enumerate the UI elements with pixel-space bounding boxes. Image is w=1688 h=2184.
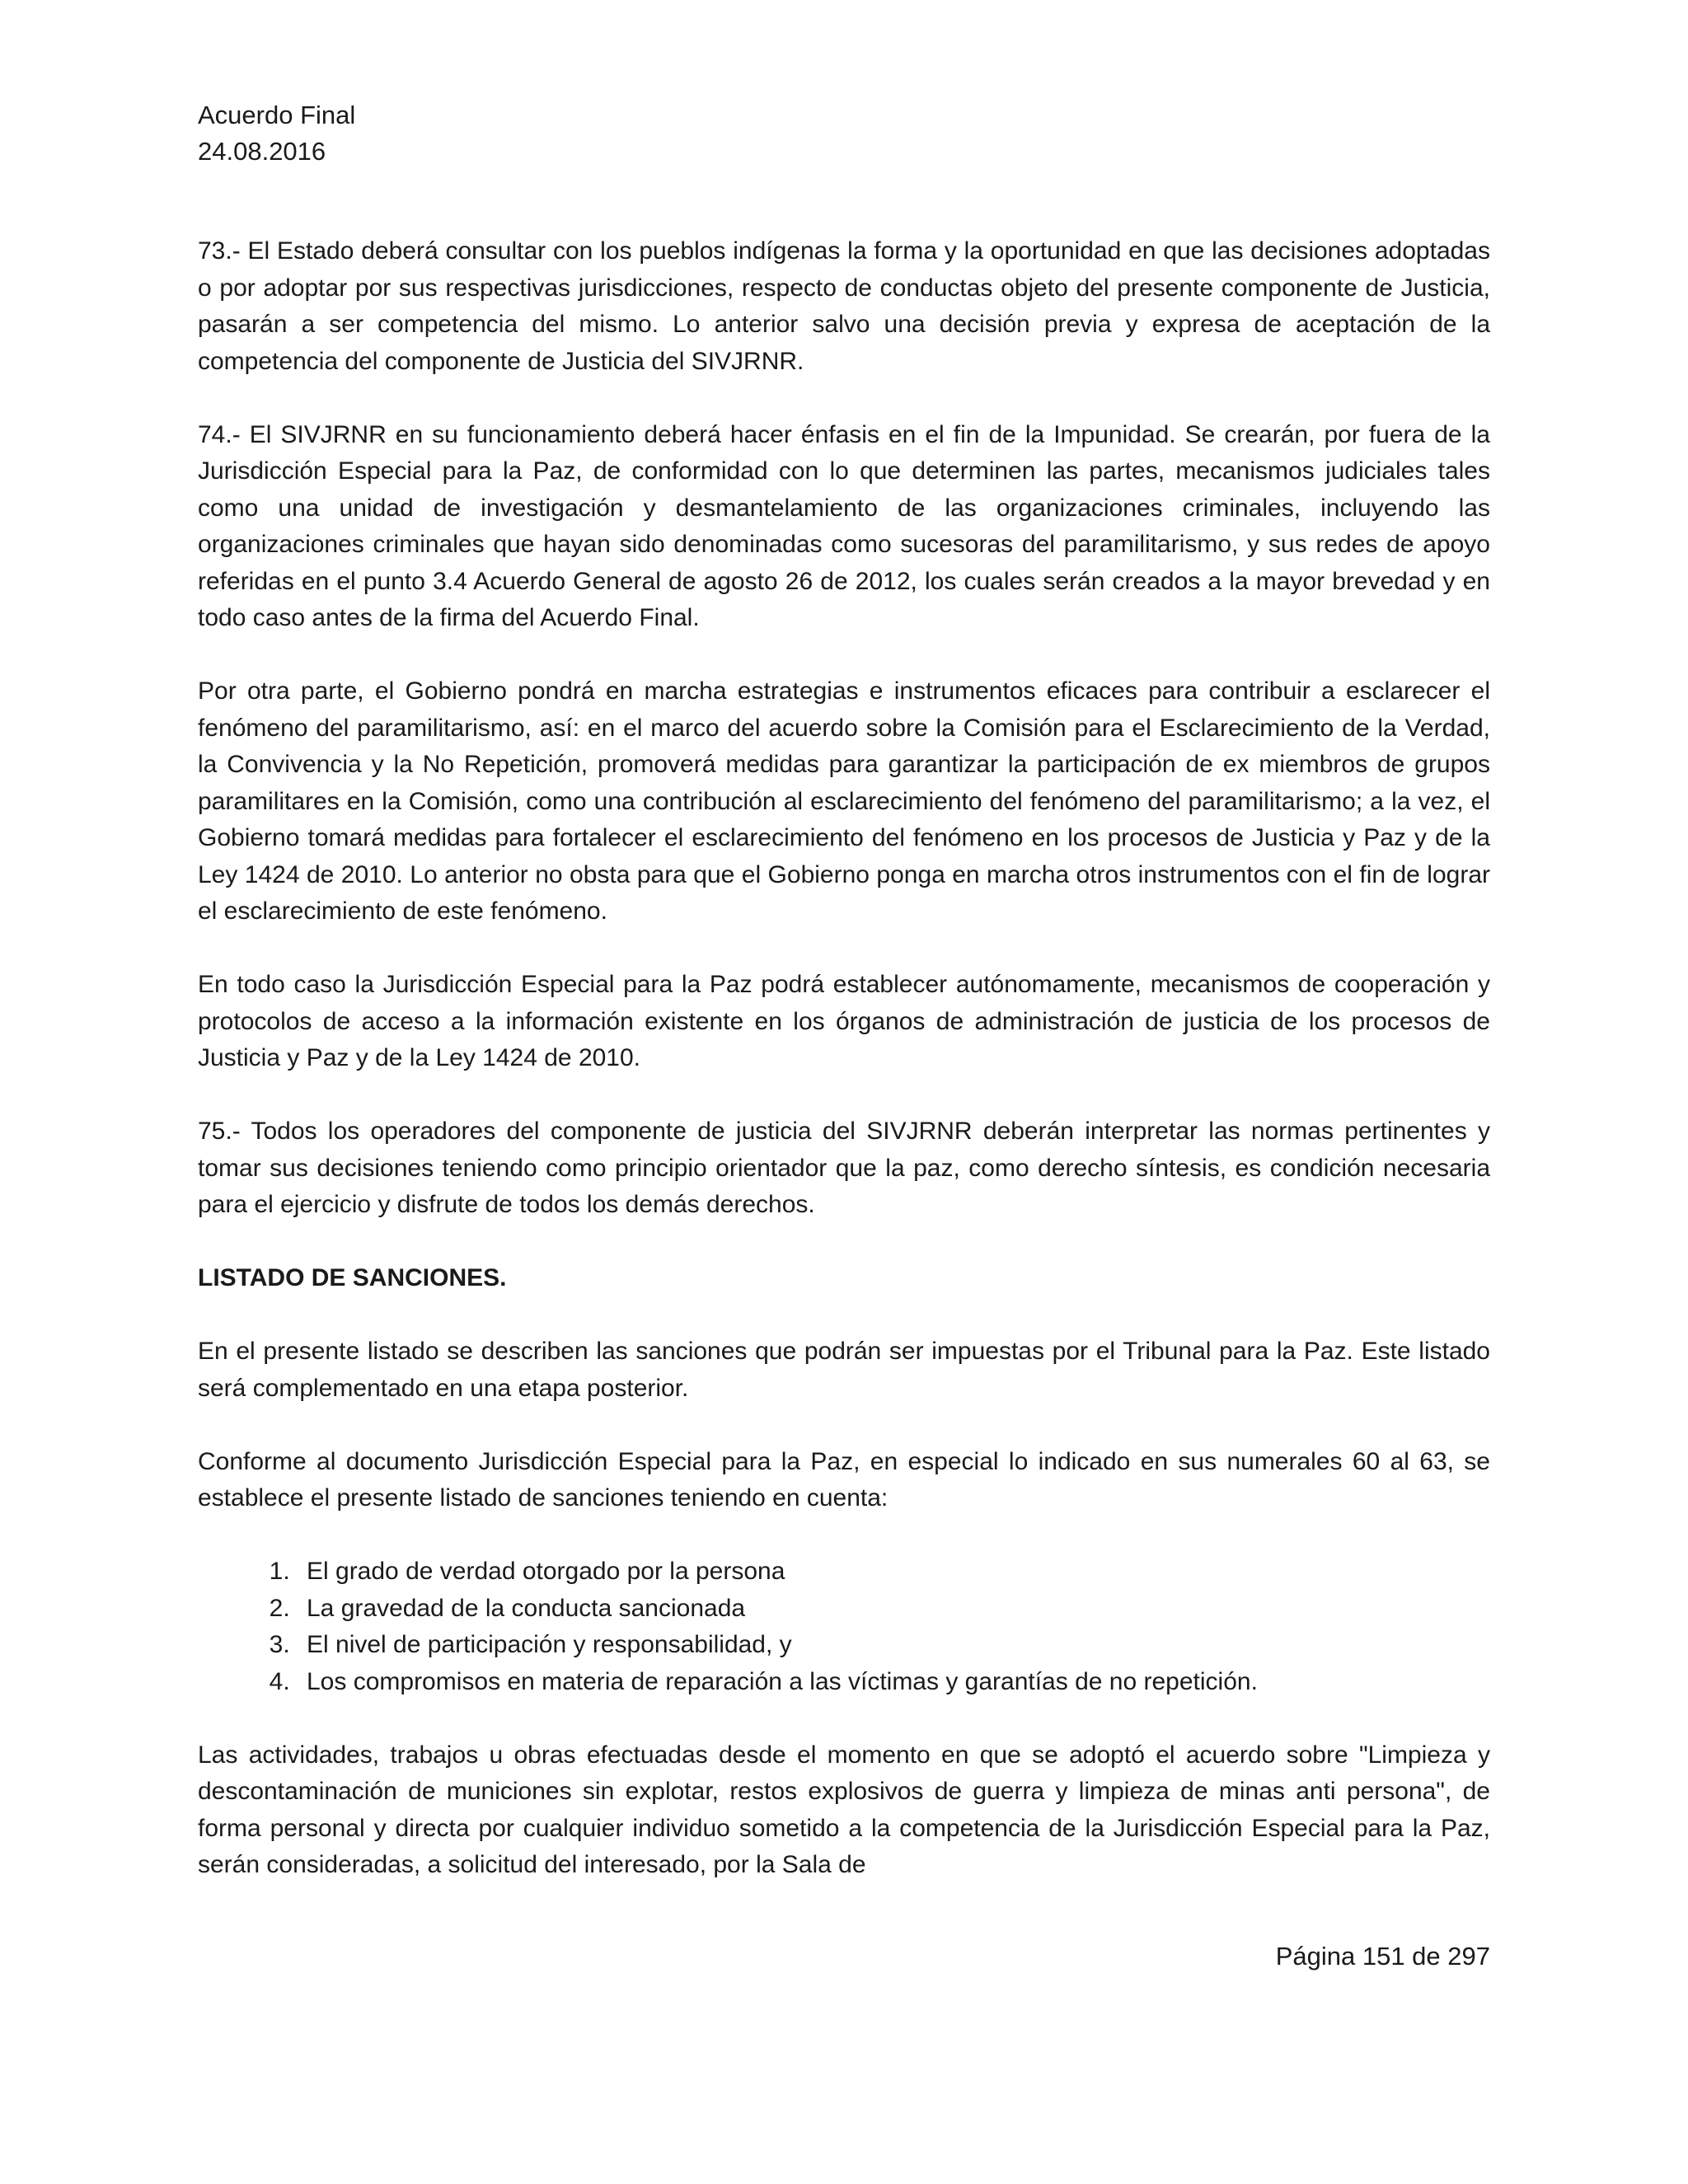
paragraph-listado: En el presente listado se describen las sanciones que podrán ser impuestas por el Tribunal para la Paz. Este listado será complementado en una etapa posterior. [198, 1338, 1490, 1402]
list-item: 1. El grado de verdad otorgado por la persona [297, 1554, 1490, 1591]
list-item: 4. Los compromisos en materia de reparación a las víctimas y garantías de no repetición. [297, 1664, 1490, 1701]
paragraph-75: 75.- Todos los operadores del componente de justicia del SIVJRNR deberán interpretar las normas pertinentes y tomar sus decisiones teniendo como principio orientador que la paz, como derecho síntesis, es condición necesaria para el ejercicio y disfrute de todos los demás derechos. [198, 1118, 1490, 1218]
document-title: Acuerdo Final [198, 101, 356, 129]
document-date: 24.08.2016 [198, 137, 326, 166]
page-number: Página 151 de 297 [1275, 1942, 1490, 1971]
document-body [198, 233, 1490, 1920]
section-heading-sanciones: LISTADO DE SANCIONES. [198, 1264, 507, 1291]
list-item: 2. La gravedad de la conducta sancionada [297, 1591, 1490, 1628]
criteria-list [198, 1554, 1490, 1700]
page-header [198, 97, 355, 170]
paragraph-74: 74.- El SIVJRNR en su funcionamiento deberá hacer énfasis en el fin de la Impunidad. Se crearán, por fuera de la Jurisdicción Especial para la Paz, de conformidad con lo que determinen las partes, mecanismos judiciales tales como una unidad de investigación y desmantelamiento de las organizaciones criminales, incluyendo las organizaciones criminales que hayan sido denominadas como sucesoras del paramilitarismo, y sus redes de apoyo referidas en el punto 3.4 Acuerdo General de agosto 26 de 2012, los cuales serán creados a la mayor brevedad y en todo caso antes de la firma del Acuerdo Final. [198, 420, 1490, 631]
paragraph-conforme: Conforme al documento Jurisdicción Especial para la Paz, en especial lo indicado en sus numerales 60 al 63, se establece el presente listado de sanciones teniendo en cuenta: [198, 1447, 1490, 1511]
paragraph-jep: En todo caso la Jurisdicción Especial para la Paz podrá establecer autónomamente, mecanismos de cooperación y protocolos de acceso a la información existente en los órganos de administración de justicia de los procesos de Justicia y Paz y de la Ley 1424 de 2010. [198, 971, 1490, 1071]
paragraph-actividades: Las actividades, trabajos u obras efectuadas desde el momento en que se adoptó el acuerdo sobre "Limpieza y descontaminación de municiones sin explotar, restos explosivos de guerra y limpieza de minas anti persona", de forma personal y directa por cualquier individuo sometido a la competencia de la Jurisdicción Especial para la Paz, serán consideradas, a solicitud del interesado, por la Sala de [198, 1741, 1490, 1878]
paragraph-gobierno: Por otra parte, el Gobierno pondrá en marcha estrategias e instrumentos eficaces para contribuir a esclarecer el fenómeno del paramilitarismo, así: en el marco del acuerdo sobre la Comisión para el Esclarecimiento de la Verdad, la Convivencia y la No Repetición, promoverá medidas para garantizar la participación de ex miembros de grupos paramilitares en la Comisión, como una contribución al esclarecimiento del fenómeno del paramilitarismo; a la vez, el Gobierno tomará medidas para fortalecer el esclarecimiento del fenómeno en los procesos de Justicia y Paz y de la Ley 1424 de 2010. Lo anterior no obsta para que el Gobierno ponga en marcha otros instrumentos con el fin de lograr el esclarecimiento de este fenómeno. [198, 677, 1490, 925]
list-item: 3. El nivel de participación y responsabilidad, y [297, 1627, 1490, 1664]
paragraph-73: 73.- El Estado deberá consultar con los pueblos indígenas la forma y la oportunidad en que las decisiones adoptadas o por adoptar por sus respectivas jurisdicciones, respecto de conductas objeto del presente componente de Justicia, pasarán a ser competencia del mismo. Lo anterior salvo una decisión previa y expresa de aceptación de la competencia del componente de Justicia del SIVJRNR. [198, 237, 1490, 375]
